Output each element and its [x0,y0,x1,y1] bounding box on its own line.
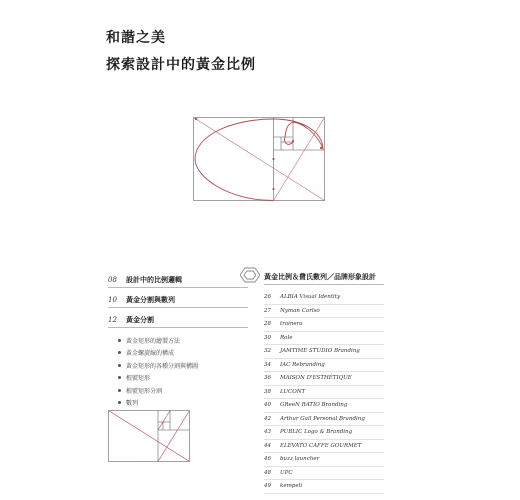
toc-row[interactable]: 30 Role [264,332,384,346]
bullet-icon [118,364,121,367]
bullet-icon [118,339,121,342]
toc-row[interactable]: 28 trainera [264,318,384,332]
page-title-line1: 和諧之美 [106,30,166,46]
toc-subitem[interactable]: 黃金矩形的各種分割與構圖 [108,359,248,372]
toc-item[interactable]: 12 黃金分割 [108,310,248,330]
toc-row[interactable]: 32 JAMTIME STUDIO Branding [264,345,384,359]
toc-row[interactable]: 43 PUBLIC Logo & Branding [264,426,384,440]
toc-row[interactable]: 40 GReeN RATIO Branding [264,399,384,413]
toc-row[interactable]: 34 IAC Rebranding [264,359,384,373]
toc-row[interactable]: 46 buzz launcher [264,453,384,467]
toc-row[interactable]: 26 ALBIA Visual Identity [264,291,384,305]
toc-row[interactable]: 36 MAISON D'ESTHÉTIQUE [264,372,384,386]
toc-subitem[interactable]: 根號矩形分割 [108,384,248,397]
toc-item[interactable]: 10 黃金分割與數列 [108,290,248,310]
toc-item[interactable]: 08 設計中的比例邏輯 [108,270,248,290]
bullet-icon [118,401,121,404]
toc-subitem[interactable]: 黃金螺旋線的構成 [108,347,248,360]
toc-row[interactable]: 38 LUCONT [264,386,384,400]
toc-row[interactable]: 27 Nyman Carlso [264,305,384,319]
toc-right-heading: 黃金比例＆費氏數列／品牌形象設計 [264,270,384,285]
bullet-icon [118,389,121,392]
toc-row[interactable]: 48 UPC [264,467,384,481]
page-title-line2: 探索設計中的黃金比例 [106,57,256,73]
toc-right [264,270,384,494]
toc-subitem[interactable]: 根號矩形 [108,372,248,385]
toc-row[interactable]: 44 ELEVATO CAFFE GOURMET [264,440,384,454]
toc-row[interactable]: 49 kempeli [264,480,384,494]
bullet-icon [118,376,121,379]
toc-left [108,270,248,409]
toc-row[interactable]: 42 Arthur Gall Personal Branding [264,413,384,427]
golden-rectangle-figure [193,117,325,201]
toc-subitem[interactable]: 黃金矩形的繪製方法 [108,334,248,347]
bullet-icon [118,351,121,354]
toc-subitem[interactable]: 數列 [108,397,248,410]
small-golden-figure [108,410,190,462]
